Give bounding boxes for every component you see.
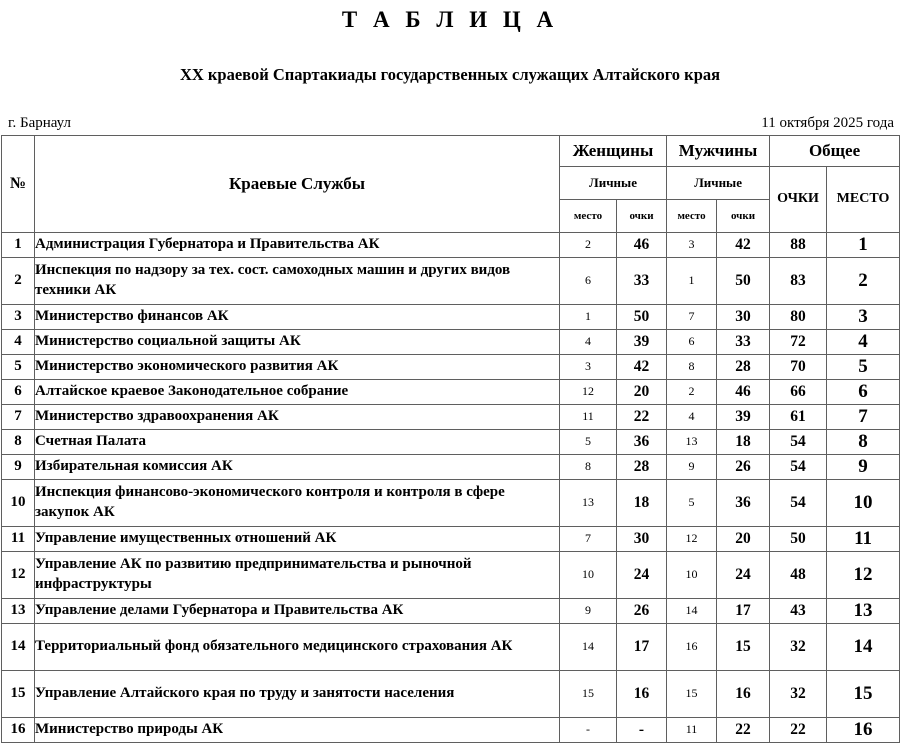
cell-total-points: 48 [770,551,827,598]
cell-service-name: Территориальный фонд обязательного медицинского страхования АК [35,623,560,670]
cell-number: 13 [2,598,35,623]
cell-service-name: Министерство социальной защиты АК [35,329,560,354]
cell-total-place: 5 [827,354,900,379]
cell-service-name: Инспекция по надзору за тех. сост. самоходных машин и других видов техники АК [35,257,560,304]
cell-men-points: 28 [717,354,770,379]
cell-men-place: 2 [667,379,717,404]
cell-women-place: 9 [560,598,617,623]
cell-men-points: 50 [717,257,770,304]
table-row [2,454,900,479]
cell-men-place: 14 [667,598,717,623]
column-header-women-points: очки [617,199,667,232]
cell-total-place: 16 [827,717,900,742]
table-head [2,135,900,232]
column-header-men: Мужчины [667,135,770,166]
cell-men-place: 6 [667,329,717,354]
cell-men-points: 18 [717,429,770,454]
column-header-women-personal: Личные [560,166,667,199]
cell-service-name: Министерство экономического развития АК [35,354,560,379]
cell-total-place: 11 [827,526,900,551]
cell-total-place: 12 [827,551,900,598]
cell-number: 12 [2,551,35,598]
cell-women-place: 12 [560,379,617,404]
cell-men-place: 3 [667,232,717,257]
cell-service-name: Алтайское краевое Законодательное собрание [35,379,560,404]
cell-total-points: 83 [770,257,827,304]
cell-men-points: 24 [717,551,770,598]
column-header-men-place: место [667,199,717,232]
cell-men-place: 1 [667,257,717,304]
cell-total-place: 1 [827,232,900,257]
cell-number: 1 [2,232,35,257]
cell-number: 5 [2,354,35,379]
cell-total-place: 9 [827,454,900,479]
cell-total-place: 6 [827,379,900,404]
cell-women-points: 42 [617,354,667,379]
cell-total-points: 88 [770,232,827,257]
table-row [2,257,900,304]
cell-men-points: 16 [717,670,770,717]
cell-men-place: 15 [667,670,717,717]
cell-men-points: 26 [717,454,770,479]
cell-women-points: 36 [617,429,667,454]
cell-number: 7 [2,404,35,429]
cell-women-place: 1 [560,304,617,329]
column-header-men-personal: Личные [667,166,770,199]
cell-total-place: 15 [827,670,900,717]
cell-total-points: 54 [770,429,827,454]
cell-number: 6 [2,379,35,404]
cell-women-place: 10 [560,551,617,598]
cell-men-points: 17 [717,598,770,623]
table-row [2,429,900,454]
table-row [2,232,900,257]
cell-number: 14 [2,623,35,670]
column-header-men-points: очки [717,199,770,232]
column-header-women: Женщины [560,135,667,166]
meta-line [0,112,900,132]
cell-total-points: 61 [770,404,827,429]
cell-total-points: 72 [770,329,827,354]
cell-service-name: Управление АК по развитию предпринимательства и рыночной инфраструктуры [35,551,560,598]
column-header-number: № [2,135,35,232]
table-row [2,526,900,551]
column-header-total-points: ОЧКИ [770,166,827,232]
cell-women-points: 24 [617,551,667,598]
table-row [2,404,900,429]
cell-total-place: 2 [827,257,900,304]
column-header-overall: Общее [770,135,900,166]
cell-women-points: 16 [617,670,667,717]
cell-women-place: 5 [560,429,617,454]
cell-women-points: 26 [617,598,667,623]
cell-service-name: Управление Алтайского края по труду и занятости населения [35,670,560,717]
cell-total-place: 10 [827,479,900,526]
cell-women-place: 7 [560,526,617,551]
cell-number: 10 [2,479,35,526]
cell-number: 15 [2,670,35,717]
cell-total-points: 32 [770,670,827,717]
cell-men-place: 9 [667,454,717,479]
cell-number: 16 [2,717,35,742]
page-subtitle: XX краевой Спартакиады государственных служащих Алтайского края [179,64,721,84]
cell-men-place: 8 [667,354,717,379]
results-table [1,135,900,743]
cell-number: 4 [2,329,35,354]
table-row [2,329,900,354]
cell-service-name: Управление имущественных отношений АК [35,526,560,551]
cell-number: 8 [2,429,35,454]
cell-women-place: 8 [560,454,617,479]
cell-total-points: 43 [770,598,827,623]
cell-total-points: 66 [770,379,827,404]
cell-women-points: 20 [617,379,667,404]
cell-women-place: 6 [560,257,617,304]
table-row [2,551,900,598]
cell-women-points: 28 [617,454,667,479]
cell-service-name: Министерство природы АК [35,717,560,742]
cell-total-points: 80 [770,304,827,329]
cell-men-points: 36 [717,479,770,526]
cell-women-points: 30 [617,526,667,551]
cell-women-points: 39 [617,329,667,354]
page-title: Т А Б Л И Ц А [341,7,559,32]
table-row [2,670,900,717]
cell-women-points: 17 [617,623,667,670]
cell-women-place: 15 [560,670,617,717]
cell-total-points: 32 [770,623,827,670]
cell-women-points: 18 [617,479,667,526]
table-row [2,623,900,670]
cell-total-place: 14 [827,623,900,670]
cell-men-points: 33 [717,329,770,354]
cell-total-points: 50 [770,526,827,551]
cell-service-name: Избирательная комиссия АК [35,454,560,479]
cell-total-place: 4 [827,329,900,354]
cell-women-points: 33 [617,257,667,304]
cell-total-place: 7 [827,404,900,429]
header-row-1 [2,135,900,166]
cell-men-points: 46 [717,379,770,404]
city-label: г. Барнаул [8,114,71,131]
cell-service-name: Инспекция финансово-экономического контроля и контроля в сфере закупок АК [35,479,560,526]
cell-women-place: 11 [560,404,617,429]
cell-women-points: 46 [617,232,667,257]
cell-women-place: 3 [560,354,617,379]
cell-women-points: 50 [617,304,667,329]
cell-service-name: Министерство здравоохранения АК [35,404,560,429]
cell-service-name: Счетная Палата [35,429,560,454]
cell-men-place: 7 [667,304,717,329]
cell-men-place: 13 [667,429,717,454]
table-row [2,304,900,329]
cell-number: 3 [2,304,35,329]
cell-women-place: 13 [560,479,617,526]
cell-men-place: 12 [667,526,717,551]
cell-total-points: 22 [770,717,827,742]
cell-men-place: 4 [667,404,717,429]
cell-men-points: 15 [717,623,770,670]
cell-service-name: Управление делами Губернатора и Правительства АК [35,598,560,623]
cell-men-points: 30 [717,304,770,329]
cell-total-place: 3 [827,304,900,329]
table-row [2,479,900,526]
cell-women-place: 4 [560,329,617,354]
cell-men-place: 16 [667,623,717,670]
cell-total-place: 8 [827,429,900,454]
cell-total-points: 70 [770,354,827,379]
cell-women-place: 14 [560,623,617,670]
cell-service-name: Администрация Губернатора и Правительства АК [35,232,560,257]
table-row [2,598,900,623]
cell-total-points: 54 [770,454,827,479]
cell-men-place: 11 [667,717,717,742]
cell-men-points: 42 [717,232,770,257]
cell-number: 9 [2,454,35,479]
cell-men-points: 20 [717,526,770,551]
cell-men-place: 10 [667,551,717,598]
table-row [2,379,900,404]
column-header-women-place: место [560,199,617,232]
cell-total-place: 13 [827,598,900,623]
table-row [2,354,900,379]
table-row [2,717,900,742]
cell-number: 11 [2,526,35,551]
column-header-service: Краевые Службы [35,135,560,232]
cell-men-points: 39 [717,404,770,429]
cell-service-name: Министерство финансов АК [35,304,560,329]
cell-women-place: 2 [560,232,617,257]
cell-women-points: - [617,717,667,742]
cell-women-points: 22 [617,404,667,429]
date-label: 11 октября 2025 года [761,114,894,131]
cell-men-points: 22 [717,717,770,742]
cell-women-place: - [560,717,617,742]
table-body [2,232,900,742]
column-header-total-place: МЕСТО [827,166,900,232]
cell-number: 2 [2,257,35,304]
cell-men-place: 5 [667,479,717,526]
cell-total-points: 54 [770,479,827,526]
